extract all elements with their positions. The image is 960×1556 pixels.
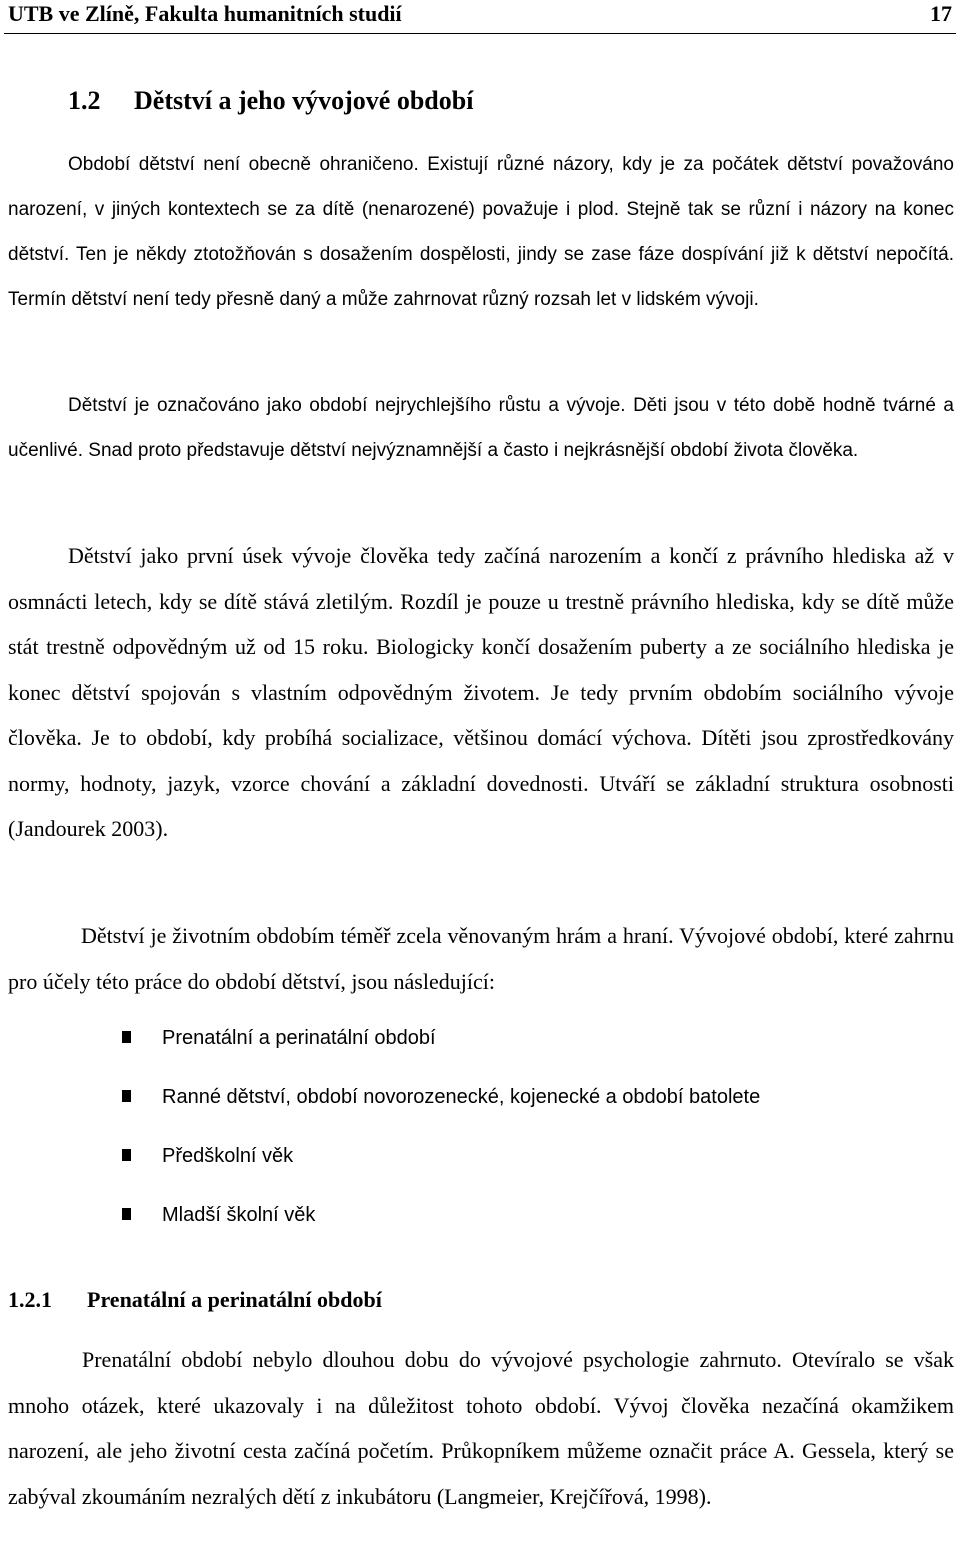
header-divider (4, 33, 956, 34)
subsection-title: Prenatální a perinatální období (87, 1287, 382, 1312)
list-item: Ranné dětství, období novorozenecké, kojenecké a období batolete (120, 1075, 760, 1134)
paragraph-childhood-growth: Dětství je označováno jako období nejrychlejšího růstu a vývoje. Děti jsou v této době hodně tvárné a učenlivé. Snad proto představuje dětství nejvýznamnější a často i nejkrásnější období života člověka. (8, 395, 954, 461)
paragraph-childhood-definition: Období dětství není obecně ohraničeno. Existují různé názory, kdy je za počátek dětství považováno narození, v jiných kontextech se za dítě (nenarozené) považuje i plod. Stejně tak se různí i názory na konec dětství. Ten je někdy ztotožňován s dosažením dospělosti, jindy se zase fáze dospívání již k dětství nepočítá. Termín dětství není tedy přesně daný a může zahrnovat různý rozsah let v lidském vývoji. (8, 154, 954, 310)
list-item: Prenatální a perinatální období (120, 1016, 760, 1075)
list-item: Mladší školní věk (120, 1193, 760, 1252)
subsection-heading (8, 1286, 382, 1314)
section-title: Dětství a jeho vývojové období (134, 86, 474, 115)
page-number: 17 (930, 1, 952, 26)
section-number: 1.2 (68, 86, 101, 115)
list-item: Předškolní věk (120, 1134, 760, 1193)
square-bullet-icon (122, 1031, 131, 1043)
square-bullet-icon (122, 1090, 131, 1102)
square-bullet-icon (122, 1208, 131, 1220)
paragraph-prenatal: Prenatální období nebylo dlouhou dobu do vývojové psychologie zahrnuto. Otevíralo se však mnoho otázek, které ukazovaly i na důležitost tohoto období. Vývoj člověka nezačíná okamžikem narození, ale jeho životní cesta začíná početím. Průkopníkem můžeme označit práce A. Gessela, který se zabýval zkoumáním nezralých dětí z inkubátoru (Langmeier, Krejčířová, 1998). (8, 1347, 954, 1509)
paragraph-childhood-periods: Dětství je životním obdobím téměř zcela věnovaným hrám a hraní. Vývojové období, které zahrnu pro účely této práce do období dětství, jsou následující: (8, 923, 954, 994)
period-list (120, 1016, 760, 1252)
running-header (8, 2, 952, 28)
header-title: UTB ve Zlíně, Fakulta humanitních studií (8, 1, 402, 26)
subsection-number: 1.2.1 (8, 1287, 52, 1312)
section-heading (68, 86, 473, 116)
paragraph-childhood-legal: Dětství jako první úsek vývoje člověka tedy začíná narozením a končí z právního hlediska až v osmnácti letech, kdy se dítě stává zletilým. Rozdíl je pouze u trestně právního hlediska, kdy se dítě může stát trestně odpovědným už od 15 roku. Biologicky končí dosažením puberty a ze sociálního hlediska je konec dětství spojován s vlastním odpovědným životem. Je tedy prvním obdobím sociálního vývoje člověka. Je to období, kdy probíhá socializace, většinou domácí výchova. Dítěti jsou zprostředkovány normy, hodnoty, jazyk, vzorce chování a základní dovednosti. Utváří se základní struktura osobnosti (Jandourek 2003). (8, 543, 954, 841)
square-bullet-icon (122, 1149, 131, 1161)
